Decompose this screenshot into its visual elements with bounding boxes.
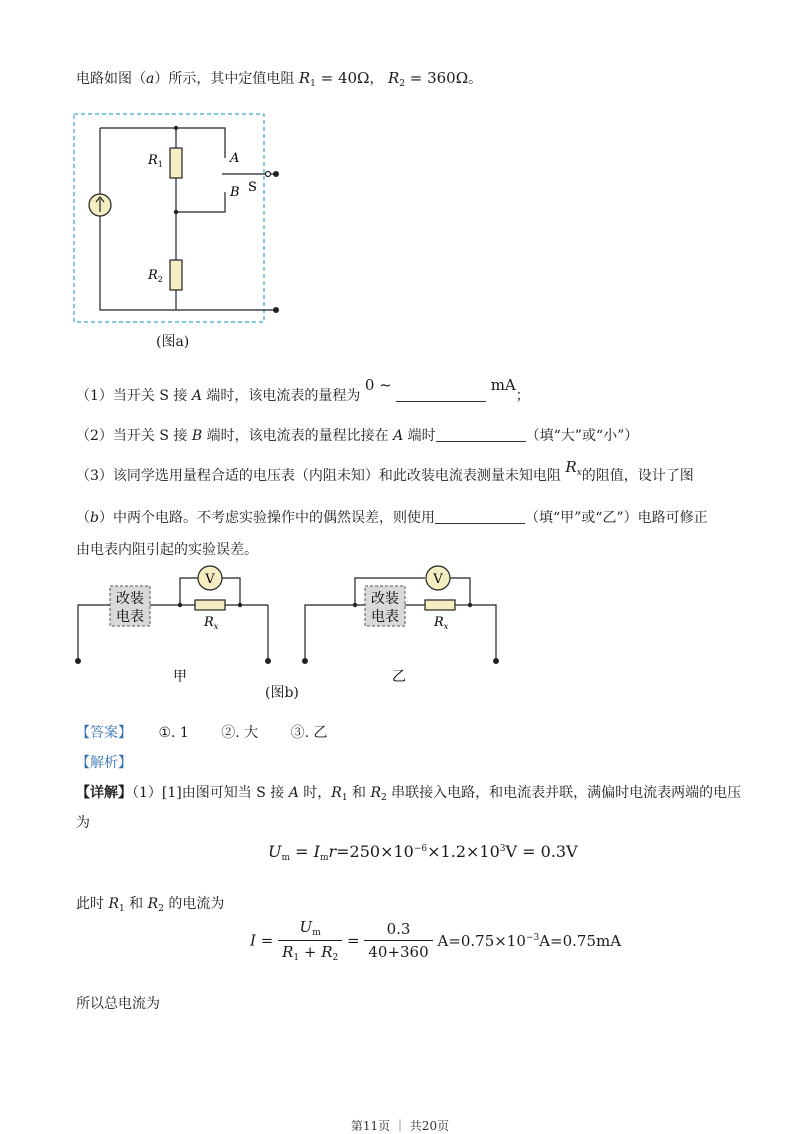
dashed-boundary [74,114,264,322]
label-yi: 乙 [392,669,406,685]
figure-b-circuits [70,560,530,685]
resistor-r1 [170,148,182,178]
figure-b-caption: (图b) [265,685,299,701]
resistor-rx-yi [425,600,455,610]
analysis-tag: 【解析】 [76,755,132,771]
label-b: B [230,185,240,200]
equation-1: $U_m = I_mr=250\times 10^{-6}\times 1.2\times 10^3V = 0.3V$ [268,842,578,863]
answer-line: 【答案】 ①. 1 ②. 大 ③. 乙 [76,725,328,741]
question-3-line1: （3）该同学选用量程合适的电压表（内阻未知）和此改装电流表测量未知电阻 $R_x$的阻值，设计了图 [76,458,694,484]
svg-text:电表: 电表 [371,609,399,625]
svg-text:V: V [205,572,215,587]
r2-value: $R_2 = 360\Omega$ [387,69,469,89]
label-r2: $R_2$ [148,268,163,284]
figure-a-circuit [70,110,310,330]
svg-text:改装: 改装 [371,591,399,607]
detail-line3: 此时 $R_1$ 和 $R_2$ 的电流为 [76,896,225,914]
label-r1: $R_1$ [148,153,163,169]
question-3-line3: 由电表内阻引起的实验误差。 [76,542,258,558]
label-jia: 甲 [173,669,187,685]
switch-pivot [266,172,271,177]
label-s: S [248,180,257,195]
resistor-r2 [170,260,182,290]
svg-text:V: V [433,572,443,587]
page-footer: 第11页 ｜ 共20页 [350,1119,450,1133]
answer-blank-2[interactable] [436,427,526,442]
terminal-bottom [273,307,279,313]
answer-blank-1[interactable] [396,387,486,402]
detail-line2: 为 [76,815,90,831]
answer-blank-3[interactable] [435,509,525,524]
terminal-top [273,171,279,177]
detail-line4: 所以总电流为 [76,996,160,1012]
figure-a-caption: (图a) [156,334,190,350]
svg-text:电表: 电表 [116,609,144,625]
svg-text:Rx: $R_x$ [434,615,449,631]
svg-text:Rx: $R_x$ [204,615,219,631]
question-1: （1）当开关 S 接 A 端时，该电流表的量程为 0 ~ mA； [76,376,530,404]
question-2: （2）当开关 S 接 B 端时，该电流表的量程比接在 A 端时 （填“大”或“小”） [76,428,639,444]
svg-text:改装: 改装 [116,591,144,607]
r1-value: $R_1 = 40\Omega$ [298,69,370,89]
resistor-rx-jia [195,600,225,610]
detail-line1: 【详解】（1）[1]由图可知当 S 接 A 时，$R_1$ 和 $R_2$ 串联接入电路，和电流表并联，满偏时电流表两端的电压 [76,785,742,803]
label-a: A [230,151,240,166]
question-3-line2: （b）中两个电路。不考虑实验操作中的偶然误差，则使用 （填“甲”或“乙”）电路可修正 [76,510,708,526]
equation-2: I = $\frac{U_m}{R_1 + R_2}$ = $\frac{0.3}{40+360}$ $A=0.75\times 10^{-3}A=0.75mA$ [250,918,622,963]
intro-line: 电路如图（a）所示，其中定值电阻 $R_1 = 40\Omega$， $R_2 = 360\Omega$。 [76,69,483,89]
